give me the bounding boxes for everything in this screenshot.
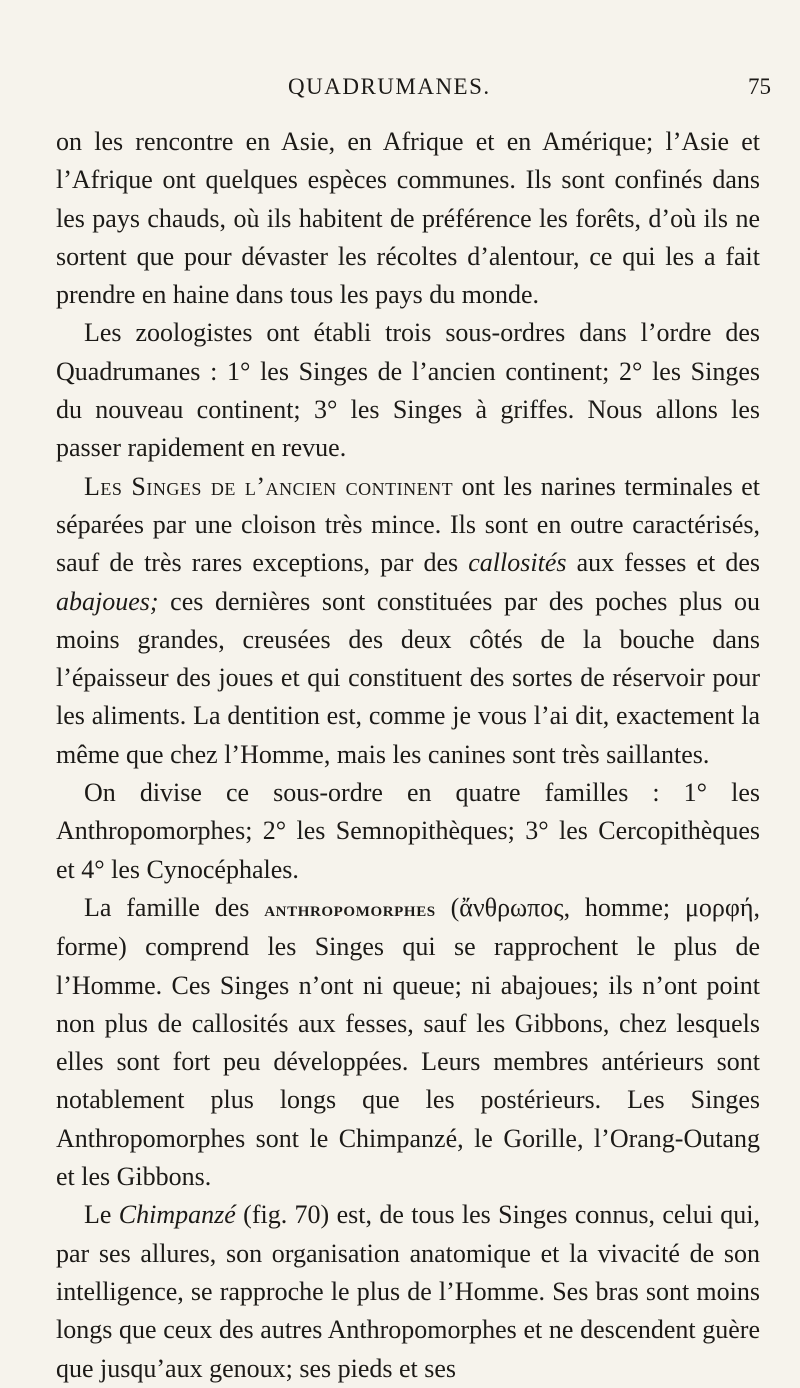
text-span: (ἄνθρωπος, homme; μορφή, forme) comprend les Singes qui se rapprochent le plus de l’Homme. Ces Singes n’ont ni queue; ni abajoues; ils n’ont point non plus de callosités aux fesses, sauf les Gibbons, chez lesquels elles sont fort peu développées. Leurs membres antérieurs sont notablement plus longs que les postérieurs. Les Singes Anthropomorphes sont le Chimpanzé, le Gorille, l’Orang-Outang et les Gibbons. [56, 892, 760, 1192]
text-span: Le [84, 1200, 119, 1230]
term-chimpanze: Chimpanzé [118, 1200, 236, 1230]
text-span: ont les narines terminales et séparées par une cloison très mince. Ils sont en outre caractérisés, sauf de très rares exceptions, par des [56, 471, 760, 578]
text-span: La famille des [84, 892, 265, 922]
section-heading-old-world: Les Singes de l’ancien continent [84, 471, 454, 501]
text-span: ces dernières sont constituées par des poches plus ou moins grandes, creusées des deux côtés de la bouche dans l’épaisseur des joues et qui constituent des sortes de réservoir pour les aliments. La dentition est, comme je vous l’ai dit, exactement la même que chez l’Homme, mais les canines sont très saillantes. [56, 586, 760, 769]
running-title: QUADRUMANES. [288, 74, 491, 99]
text-span: (fig. 70) est, de tous les Singes connus, celui qui, par ses allures, son organisation anatomique et la vivacité de son intelligence, se rapproche le plus de l’Homme. Ses bras sont moins longs que ceux des autres Anthropomorphes et ne descendent guère que jusqu’aux genoux; ses pieds et ses [56, 1200, 760, 1383]
text-span: aux fesses et des [566, 548, 760, 578]
term-anthropomorphes: anthropomorphes [264, 896, 436, 921]
paragraph-old-world-monkeys [56, 468, 760, 774]
paragraph-anthropomorphes [56, 889, 760, 1196]
term-callosites: callosités [468, 548, 567, 578]
body-text [56, 123, 760, 1388]
paragraph-continuation: on les rencontre en Asie, en Afrique et en Amérique; l’Asie et l’Afrique ont quelques espèces communes. Ils sont confinés dans les pays chauds, où ils habitent de préférence les forêts, d’où ils ne sortent que pour dévaster les récoltes d’alentour, ce qui les a fait prendre en haine dans tous les pays du monde. [56, 127, 760, 310]
paragraph-suborders: Les zoologistes ont établi trois sous-ordres dans l’ordre des Quadrumanes : 1° les Singes de l’ancien continent; 2° les Singes du nouveau continent; 3° les Singes à griffes. Nous allons les passer rapidement en revue. [56, 318, 760, 463]
running-head [0, 74, 800, 104]
page-number: 75 [748, 74, 771, 99]
term-abajoues: abajoues; [56, 586, 159, 616]
paragraph-chimpanze [56, 1196, 760, 1387]
paragraph-families: On divise ce sous-ordre en quatre familles : 1° les Anthropomorphes; 2° les Semnopithèques; 3° les Cercopithèques et 4° les Cynocéphales. [56, 778, 760, 884]
